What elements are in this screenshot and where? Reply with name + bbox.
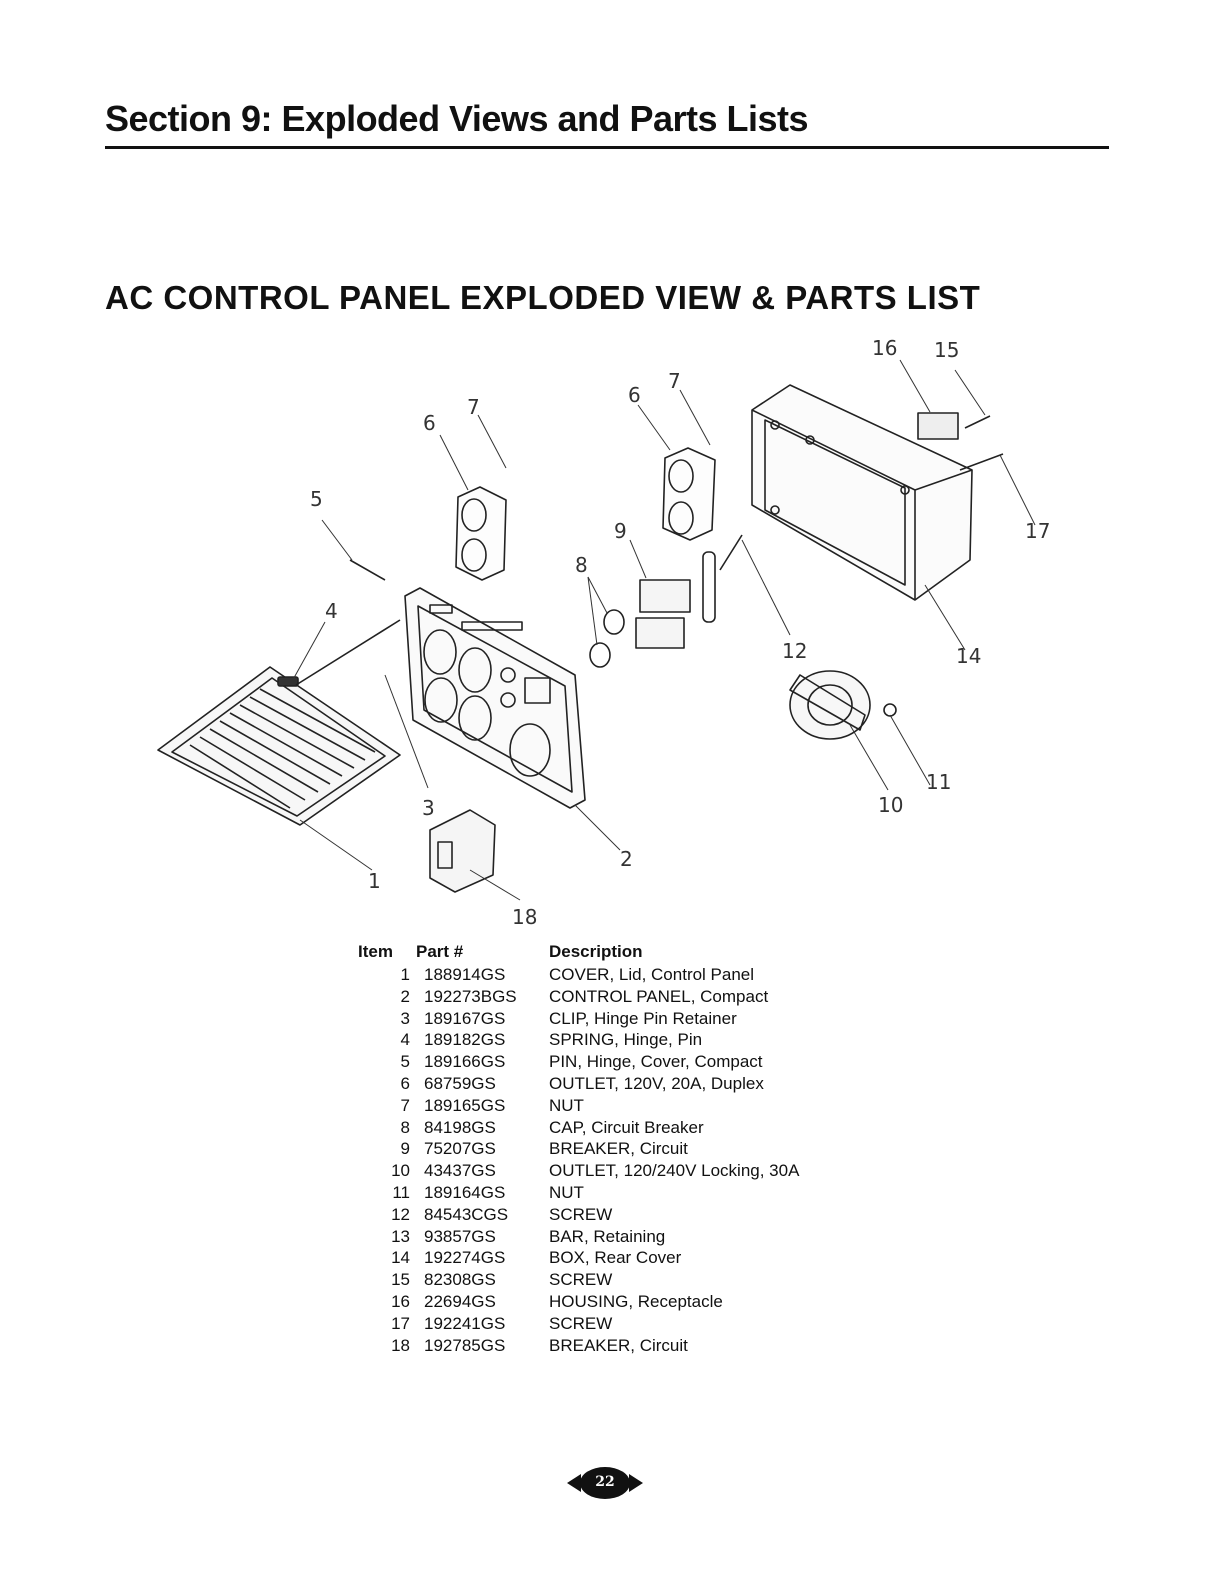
table-row	[358, 1335, 849, 1357]
callout-1: 1	[368, 869, 381, 893]
cell-description: NUT	[549, 1182, 584, 1202]
cell-item: 7	[400, 1095, 410, 1115]
cell-description: SCREW	[549, 1270, 613, 1290]
callout-5: 5	[310, 487, 323, 511]
cell-item: 6	[400, 1073, 410, 1093]
callout-10: 10	[878, 793, 904, 817]
document-title: AC CONTROL PANEL EXPLODED VIEW & PARTS LIST	[105, 279, 981, 316]
cell-item: 17	[391, 1313, 410, 1333]
cell-description: BREAKER, Circuit	[549, 1139, 688, 1159]
callout-11: 11	[926, 770, 952, 794]
cell-description: HOUSING, Receptacle	[549, 1291, 723, 1311]
parts-table-body	[358, 964, 849, 1356]
section-divider	[105, 146, 1109, 149]
section-title: Section 9: Exploded Views and Parts Lists	[105, 98, 809, 139]
cell-part-number: 189182GS	[424, 1030, 506, 1050]
cell-description: NUT	[549, 1095, 584, 1115]
cell-part-number: 93857GS	[424, 1226, 496, 1246]
cell-part-number: 189165GS	[424, 1095, 506, 1115]
cell-description: OUTLET, 120V, 20A, Duplex	[549, 1073, 764, 1093]
table-row	[358, 986, 849, 1008]
parts-table	[358, 940, 849, 1356]
table-row	[358, 1247, 849, 1269]
cell-part-number: 68759GS	[424, 1073, 496, 1093]
table-row	[358, 1160, 849, 1182]
cell-description: CONTROL PANEL, Compact	[549, 986, 769, 1006]
cell-part-number: 189167GS	[424, 1008, 506, 1028]
table-row	[358, 1095, 849, 1117]
header-item: Item	[358, 942, 393, 961]
cell-item: 15	[391, 1270, 410, 1290]
header-part-number: Part #	[416, 942, 464, 961]
cell-description: PIN, Hinge, Cover, Compact	[549, 1052, 763, 1072]
parts-list	[358, 940, 849, 1356]
table-row	[358, 1008, 849, 1030]
duplex-outlet-left-drawing	[456, 487, 506, 580]
callout-16: 16	[872, 336, 898, 360]
cell-item: 3	[400, 1008, 410, 1028]
cell-item: 13	[391, 1226, 410, 1246]
cell-part-number: 192274GS	[424, 1248, 506, 1268]
callout-9: 9	[614, 519, 627, 543]
cell-part-number: 84543CGS	[424, 1204, 509, 1224]
table-row	[358, 1269, 849, 1291]
duplex-outlet-right-drawing	[663, 448, 715, 540]
cell-item: 8	[400, 1117, 410, 1137]
table-row	[358, 1313, 849, 1335]
table-row	[358, 1182, 849, 1204]
cell-item: 11	[392, 1182, 410, 1202]
callout-4: 4	[325, 599, 338, 623]
cell-item: 2	[400, 986, 410, 1006]
cell-description: BAR, Retaining	[549, 1226, 666, 1246]
cell-part-number: 188914GS	[424, 965, 506, 984]
cell-part-number: 192273BGS	[424, 986, 517, 1006]
cell-part-number: 189164GS	[424, 1182, 506, 1202]
parts-table-header	[358, 940, 849, 964]
page-number: 22	[595, 1474, 615, 1490]
cell-part-number: 82308GS	[424, 1270, 496, 1290]
callout-18: 18	[512, 905, 538, 929]
table-row	[358, 1117, 849, 1139]
cell-item: 16	[391, 1291, 410, 1311]
header-description: Description	[549, 942, 643, 961]
cell-item: 4	[400, 1030, 410, 1050]
callout-6-right: 6	[628, 383, 641, 407]
table-row	[358, 964, 849, 986]
cell-part-number: 84198GS	[424, 1117, 496, 1137]
cell-item: 12	[391, 1204, 410, 1224]
cover-lid-drawing	[158, 667, 400, 825]
table-row	[358, 1073, 849, 1095]
callout-6-left: 6	[423, 411, 436, 435]
exploded-view-diagram	[0, 330, 1210, 930]
cell-description: SCREW	[549, 1204, 613, 1224]
cell-description: OUTLET, 120/240V Locking, 30A	[549, 1161, 800, 1181]
table-row	[358, 1138, 849, 1160]
cell-part-number: 43437GS	[424, 1161, 496, 1181]
cell-description: CAP, Circuit Breaker	[549, 1117, 704, 1137]
cell-part-number: 189166GS	[424, 1052, 506, 1072]
callout-8: 8	[575, 553, 588, 577]
table-row	[358, 1051, 849, 1073]
cell-item: 9	[400, 1139, 410, 1159]
cell-item: 5	[400, 1052, 410, 1072]
table-row	[358, 1029, 849, 1051]
cell-description: BREAKER, Circuit	[549, 1335, 688, 1355]
cell-part-number: 192785GS	[424, 1335, 506, 1355]
table-row	[358, 1226, 849, 1248]
cell-part-number: 75207GS	[424, 1139, 496, 1159]
cell-part-number: 192241GS	[424, 1313, 506, 1333]
locking-outlet-drawing	[790, 671, 870, 739]
cell-description: CLIP, Hinge Pin Retainer	[549, 1008, 737, 1028]
table-row	[358, 1204, 849, 1226]
table-row	[358, 1291, 849, 1313]
cell-item: 1	[400, 965, 410, 984]
cell-item: 18	[391, 1335, 410, 1355]
callout-3: 3	[422, 796, 435, 820]
cell-description: SPRING, Hinge, Pin	[549, 1030, 703, 1050]
cell-description: COVER, Lid, Control Panel	[549, 965, 755, 984]
cell-item: 10	[391, 1161, 410, 1181]
cell-description: BOX, Rear Cover	[549, 1248, 682, 1268]
callout-15: 15	[934, 338, 960, 362]
callout-14: 14	[956, 644, 982, 668]
cell-item: 14	[391, 1248, 410, 1268]
callout-7-right: 7	[668, 369, 681, 393]
callout-17: 17	[1025, 519, 1051, 543]
cell-description: SCREW	[549, 1313, 613, 1333]
circuit-breaker-drawing	[590, 580, 690, 667]
callout-2: 2	[620, 847, 633, 871]
callout-12: 12	[782, 639, 808, 663]
control-panel-drawing	[405, 588, 585, 808]
callout-7-left: 7	[467, 395, 480, 419]
cell-part-number: 22694GS	[424, 1291, 496, 1311]
